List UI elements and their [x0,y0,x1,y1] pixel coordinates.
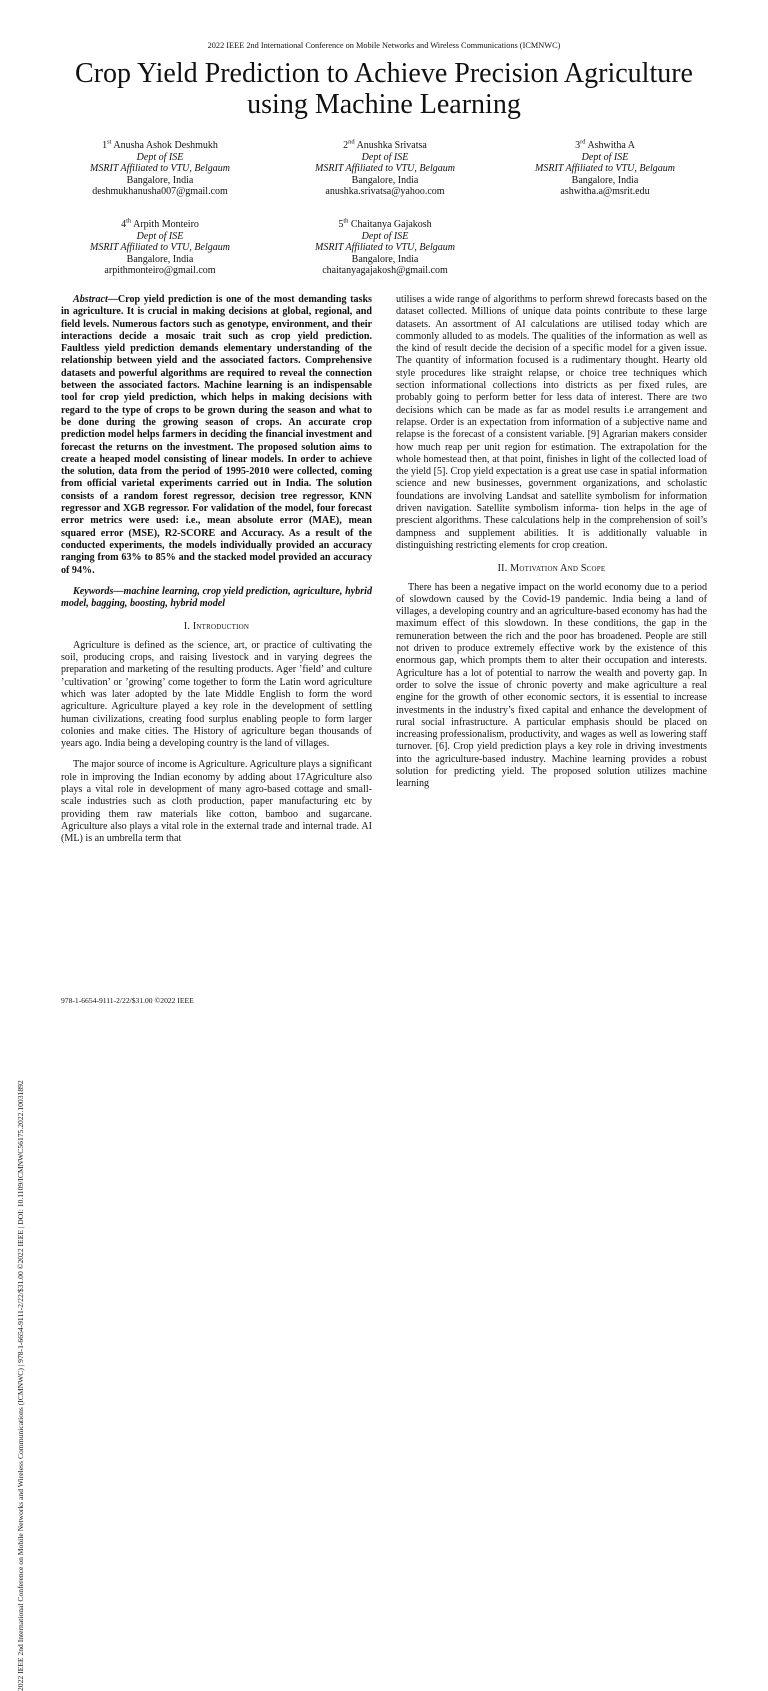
author-ordinal: 4 [121,219,127,230]
author-location: Bangalore, India [351,253,419,265]
author-ordinal-suffix: th [343,217,349,225]
author-ordinal: 2 [343,140,349,151]
author-block [55,219,265,277]
paragraph: There has been a negative impact on the world economy due to a period of slowdown caused by the Covid-19 pandemic. India being a land of villages, a developing country and an agriculture-based economy has had the maximum effect of this slowdown. In these conditions, the gap in the remuneration between the rich and the poor has broadened. People are still not driven to produce extremely effective work by the existence of this enormous gap, which prompts them to alter their occupation and interests. Agriculture has a lot of potential to narrow the wealth and poverty gap. In order to solve the issue of chronic poverty and make agriculture a real engine for the growth of other economic sectors, it is essential to increase investments in the industry’s fixed capital and enhance the development of rural social infrastructure. A particular emphasis should be placed on increasing professionalism, productivity, and wages as well as lowering staff turnover. [6]. Crop yield prediction plays a key role in driving investments into the agriculture-based industry. Machine learning provides a robust solution for predicting yield. The proposed solution utilizes machine learning [396,581,707,790]
author-ordinal-suffix: st [107,138,112,146]
page-footer: 978-1-6654-9111-2/22/$31.00 ©2022 IEEE [61,996,194,1005]
paragraph: Agriculture is defined as the science, art, or practice of cultivating the soil, producing crops, and raising livestock and in varying degrees the preparation and marketing of the resulting products. Ager ’field’ and culture ’cultivation’ or ’growing’ come together to form the Latin word agriculture which was later adopted by the late Middle English to form the word agriculture. Agriculture played a key role in the development of settling human civilizations, creating food surplus enabling people to form larger colonies and make cities. The History of agriculture began thousands of years ago. India being a developing country is the land of villages. [61,639,372,750]
author-affiliation: MSRIT Affiliated to VTU, Belgaum [90,163,230,175]
abstract-label: Abstract [73,294,108,305]
conference-header: 2022 IEEE 2nd International Conference on Mobile Networks and Wireless Communications (ICMNWC) [207,41,561,50]
side-identifier [16,120,25,1691]
section-heading-introduction: I. Introduction [183,621,250,633]
author-affiliation: MSRIT Affiliated to VTU, Belgaum [535,163,675,175]
author-name: Arpith Monteiro [133,219,199,230]
author-dept: Dept of ISE [361,151,409,163]
right-column [396,294,707,791]
author-affiliation: MSRIT Affiliated to VTU, Belgaum [315,242,455,254]
author-email: anushka.srivatsa@yahoo.com [325,186,445,198]
author-email: chaitanyagajakosh@gmail.com [322,265,448,277]
author-name: Anushka Srivatsa [356,140,427,151]
abstract-text: —Crop yield prediction is one of the most demanding tasks in agriculture. It is crucial in making decisions at global, regional, and field levels. Numerous factors such as genotype, environment, and their interactions decide a mosaic trait such as crop yield prediction. Faultless yield prediction demands elementary understanding of the relationship between yield and the associated factors. Comprehensive datasets and powerful algorithms are required to reveal the connection between the associated factors. Machine learning is an indispensable tool for crop yield prediction, which helps in making decisions with regard to the type of crops to be grown during the season and what to be done during the growing season of crops. An accurate crop prediction model helps farmers in deciding the financial investment and forecast the returns on the investment. The proposed solution aims to create a heaped model consisting of linear models. In order to achieve the solution, data from the period of 1995-2010 were collected, coming from official varietal experiments carried out in India. The solution consists of a random forest regressor, decision tree regressor, KNN regressor and XGB regressor. For validation of the model, four forecast error metrics were used: i.e., mean absolute error (MAE), mean squared error (MSE), R2-SCORE and Accuracy. As a result of the conducted experiments, the models individually provided an accuracy ranging from 63% to 85% and the stacked model provided an accuracy of 94%. [61,294,372,576]
paragraph: utilises a wide range of algorithms to perform shrewd forecasts based on the dataset collected. Millions of unique data points contribute to these large datasets. An assortment of AI calculations are utilised today which are commonly alluded to as models. The qualities of the information as well as the kind of result decide the decision of a specific model for a given issue. The quantity of information focused is a rudimentary thought. Hearty old style procedures like straight relapse, or choice tree techniques which section informational collections into districts as per fixed rules, are probably going to perform better for less data of interest. There are two decisions which can be made as far as model results i.e arrangement and relapse. Order is an expectation from information of a subjective name and relapse is the forecast of a consistent variable. [9] Agrarian makers consider how much reap per unit region for estimation. The extrapolation for the whole homestead then, at that point, finishes in light of the collected load of the yield [5]. Crop yield expectation is a great use case in spatial information science and new businesses, government organizations, and scholastic foundations are involving Landsat and satellite symbolism for information driven navigation. Satellite symbolism informa- tion helps in the age of prescient algorithms. These calculations help in the comprehension of soil’s dampness and supplement abilities. It is additionally valuable in distinguishing restricting elements for crop creation. [396,294,707,551]
paragraph: The major source of income is Agriculture. Agriculture plays a significant role in improving the Indian economy by adding about 17Agriculture also plays a vital role in development of many agro-based cottage and small-scale industries such as cloth production, paper manufacturing etc by providing them raw materials like cotton, bamboo and sugarcane. Agriculture also plays a vital role in the external trade and internal trade. AI (ML) is an umbrella term that [61,759,372,845]
author-ordinal: 3 [575,140,581,151]
author-dept: Dept of ISE [361,230,409,242]
author-name: Chaitanya Gajakosh [350,219,432,230]
author-dept: Dept of ISE [136,151,184,163]
author-affiliation: MSRIT Affiliated to VTU, Belgaum [315,163,455,175]
author-location: Bangalore, India [126,174,194,186]
author-location: Bangalore, India [126,253,194,265]
paper-title: Crop Yield Prediction to Achieve Precision Agriculture using Machine Learning [75,58,693,120]
author-dept: Dept of ISE [581,151,629,163]
author-name: Anusha Ashok Deshmukh [113,140,218,151]
author-name: Ashwitha A [587,140,635,151]
author-dept: Dept of ISE [136,230,184,242]
author-block [500,140,710,198]
author-email: ashwitha.a@msrit.edu [560,186,650,198]
author-block [55,140,265,198]
author-ordinal: 5 [338,219,344,230]
author-location: Bangalore, India [571,174,639,186]
keywords: Keywords—machine learning, crop yield prediction, agriculture, hybrid model, bagging, boosting, hybrid model [61,585,372,610]
side-identifier-text: 2022 IEEE 2nd International Conference on Mobile Networks and Wireless Communications (ICMNWC) | 978-1-6654-9111-2/22/$31.00 ©2022 IEEE | DOI: 10.1109/ICMNWC56175.2022.10031892 [16,1080,25,1691]
author-block [280,219,490,277]
author-block [280,140,490,198]
author-ordinal-suffix: th [126,217,132,225]
author-email: arpithmonteiro@gmail.com [104,265,216,277]
author-email: deshmukhanusha007@gmail.com [92,186,228,198]
author-location: Bangalore, India [351,174,419,186]
author-affiliation: MSRIT Affiliated to VTU, Belgaum [90,242,230,254]
section-heading-motivation: II. Motivation And Scope [497,563,606,575]
abstract [61,294,372,577]
author-ordinal-suffix: rd [580,138,586,146]
author-ordinal: 1 [102,140,108,151]
left-column [61,294,372,845]
author-ordinal-suffix: nd [348,138,355,146]
